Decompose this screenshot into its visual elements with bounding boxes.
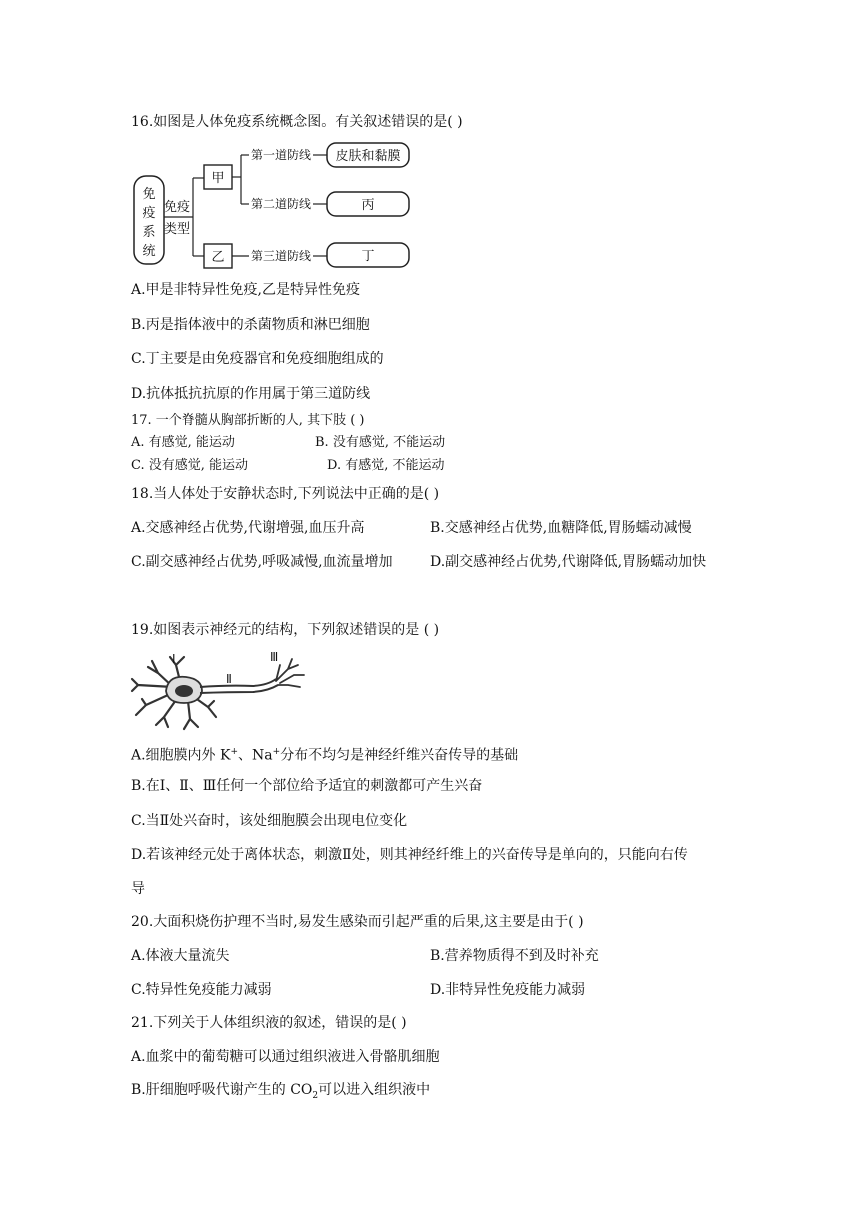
q20-option-a: A.体液大量流失	[131, 948, 230, 964]
q21-stem: 21.下列关于人体组织液的叙述，错误的是( )	[131, 1015, 407, 1031]
defense-line-3-label: 第三道防线	[251, 249, 312, 263]
q18-option-d: D.副交感神经占优势,代谢降低,胃肠蠕动加快	[430, 554, 707, 570]
neuron-label-1: Ⅰ	[172, 652, 176, 666]
system-char-2: 疫	[142, 206, 156, 221]
q20-option-c: C.特异性免疫能力减弱	[131, 982, 272, 998]
q16-option-a: A.甲是非特异性免疫,乙是特异性免疫	[131, 282, 361, 298]
q17-option-d: D. 有感觉, 不能运动	[327, 458, 445, 473]
q19-option-d-continued: 导	[131, 881, 145, 897]
q17-stem: 17. 一个脊髓从胸部折断的人, 其下肢 ( )	[131, 413, 365, 428]
q18-stem: 18.当人体处于安静状态时,下列说法中正确的是( )	[131, 486, 440, 502]
q21-option-b: B.肝细胞呼吸代谢产生的 $CO_2$可以进入组织液中	[131, 1082, 431, 1101]
box-ding: 丁	[361, 249, 375, 264]
q17-option-c: C. 没有感觉, 能运动	[131, 458, 249, 473]
q19-option-a: A.细胞膜内外 K+、Na+分布不均匀是神经纤维兴奋传导的基础	[131, 747, 519, 764]
q16-stem: 16.如图是人体免疫系统概念图。有关叙述错误的是( )	[131, 114, 463, 130]
q18-option-b: B.交感神经占优势,血糖降低,胃肠蠕动减慢	[430, 520, 692, 536]
q19-option-c: C.当Ⅱ处兴奋时，该处细胞膜会出现电位变化	[131, 813, 408, 829]
q19-option-b: B.在Ⅰ、Ⅱ、Ⅲ任何一个部位给予适宜的刺激都可产生兴奋	[131, 778, 483, 794]
system-char-3: 系	[142, 225, 156, 240]
system-char-1: 免	[142, 187, 156, 202]
jia-label: 甲	[211, 171, 225, 186]
q16-option-b: B.丙是指体液中的杀菌物质和淋巴细胞	[131, 317, 370, 333]
neuron-label-2: Ⅱ	[226, 672, 232, 686]
defense-line-2-label: 第二道防线	[251, 197, 312, 211]
q16-option-c: C.丁主要是由免疫器官和免疫细胞组成的	[131, 351, 384, 367]
q17-option-a: A. 有感觉, 能运动	[131, 435, 235, 450]
q20-option-b: B.营养物质得不到及时补充	[430, 948, 599, 964]
q17-option-b: B. 没有感觉, 不能运动	[315, 435, 446, 450]
q16-option-d: D.抗体抵抗抗原的作用属于第三道防线	[131, 386, 371, 402]
box-skin-mucosa: 皮肤和黏膜	[335, 149, 401, 164]
q18-option-c: C.副交感神经占优势,呼吸减慢,血流量增加	[131, 554, 393, 570]
defense-line-1-label: 第一道防线	[251, 148, 312, 162]
neuron-label-3: Ⅲ	[270, 650, 279, 664]
q20-option-d: D.非特异性免疫能力减弱	[430, 982, 586, 998]
type-label-1: 免疫	[164, 200, 191, 215]
q20-stem: 20.大面积烧伤护理不当时,易发生感染而引起严重的后果,这主要是由于( )	[131, 914, 584, 930]
q18-option-a: A.交感神经占优势,代谢增强,血压升高	[131, 520, 365, 536]
system-char-4: 统	[142, 244, 156, 259]
neuron-diagram	[128, 645, 308, 733]
type-label-2: 类型	[164, 222, 191, 237]
q21-option-a: A.血浆中的葡萄糖可以通过组织液进入骨骼肌细胞	[131, 1049, 440, 1065]
yi-label: 乙	[211, 250, 225, 265]
q19-stem: 19.如图表示神经元的结构，下列叙述错误的是 ( )	[131, 622, 440, 638]
q19-option-d: D.若该神经元处于离体状态，刺激Ⅱ处，则其神经纤维上的兴奋传导是单向的，只能向右传	[131, 847, 688, 863]
immune-system-diagram	[131, 138, 416, 272]
box-bing: 丙	[361, 198, 375, 213]
